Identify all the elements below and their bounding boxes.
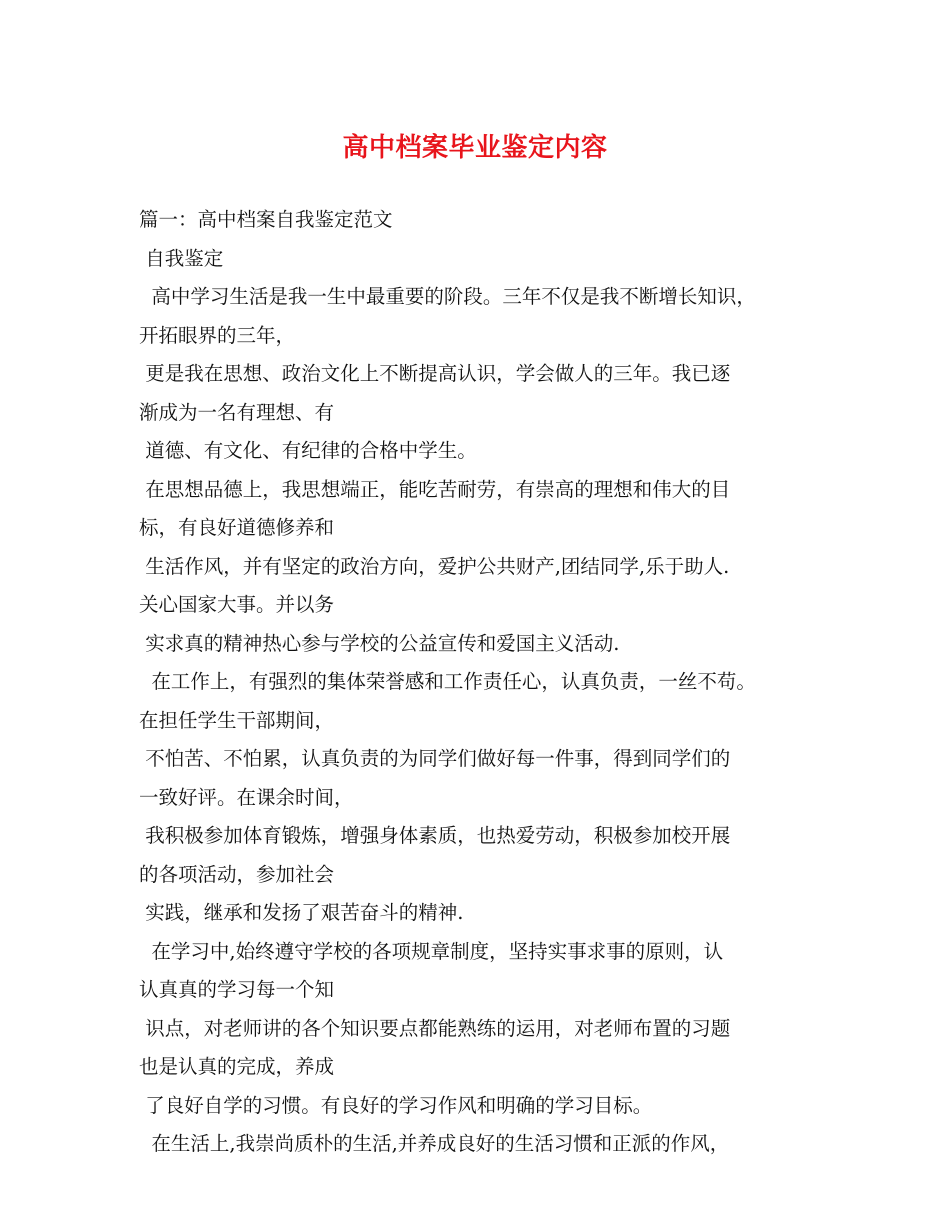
body-line: 在学习中,始终遵守学校的各项规章制度，坚持实事求事的原则，认 (139, 939, 724, 963)
body-line: 在担任学生干部期间， (139, 708, 335, 732)
body-line: 在思想品德上，我思想端正，能吃苦耐劳，有崇高的理想和伟大的目 (139, 477, 731, 501)
body-line: 不怕苦、不怕累，认真负责的为同学们做好每一件事，得到同学们的 (139, 747, 731, 770)
body-line: 更是我在思想、政治文化上不断提高认识，学会做人的三年。我已逐 (139, 362, 731, 385)
document-body (139, 201, 839, 1164)
body-line: 关心国家大事。并以务 (139, 593, 335, 616)
body-line: 了良好自学的习惯。有良好的学习作风和明确的学习目标。 (139, 1093, 653, 1117)
body-line: 开拓眼界的三年， (139, 323, 296, 347)
body-line: 在工作上，有强烈的集体荣誉感和工作责任心，认真负责，一丝不苟。 (139, 670, 756, 693)
body-line: 的各项活动，参加社会 (139, 862, 335, 886)
body-line: 道德、有文化、有纪律的合格中学生。 (139, 439, 477, 462)
body-line: 生活作风，并有坚定的政治方向，爱护公共财产,团结同学,乐于助人. (139, 554, 730, 578)
body-line: 实践，继承和发扬了艰苦奋斗的精神. (139, 901, 464, 924)
body-line: 标，有良好道德修养和 (139, 516, 335, 539)
body-line: 在生活上,我崇尚质朴的生活,并养成良好的生活习惯和正派的作风， (139, 1132, 730, 1155)
body-line: 我积极参加体育锻炼，增强身体素质，也热爱劳动，积极参加校开展 (139, 824, 731, 847)
document-title: 高中档案毕业鉴定内容 (342, 133, 608, 163)
body-line: 篇一：高中档案自我鉴定范文 (139, 208, 393, 231)
body-line: 渐成为一名有理想、有 (139, 400, 335, 424)
body-line: 也是认真的完成，养成 (139, 1055, 335, 1078)
body-line: 认真真的学习每一个知 (139, 978, 335, 1001)
body-line: 一致好评。在课余时间， (139, 785, 354, 809)
body-line: 自我鉴定 (139, 246, 224, 270)
body-line: 实求真的精神热心参与学校的公益宣传和爱国主义活动. (139, 631, 620, 655)
body-line: 高中学习生活是我一生中最重要的阶段。三年不仅是我不断增长知识， (139, 285, 756, 308)
body-line: 识点，对老师讲的各个知识要点都能熟练的运用，对老师布置的习题 (139, 1016, 731, 1040)
